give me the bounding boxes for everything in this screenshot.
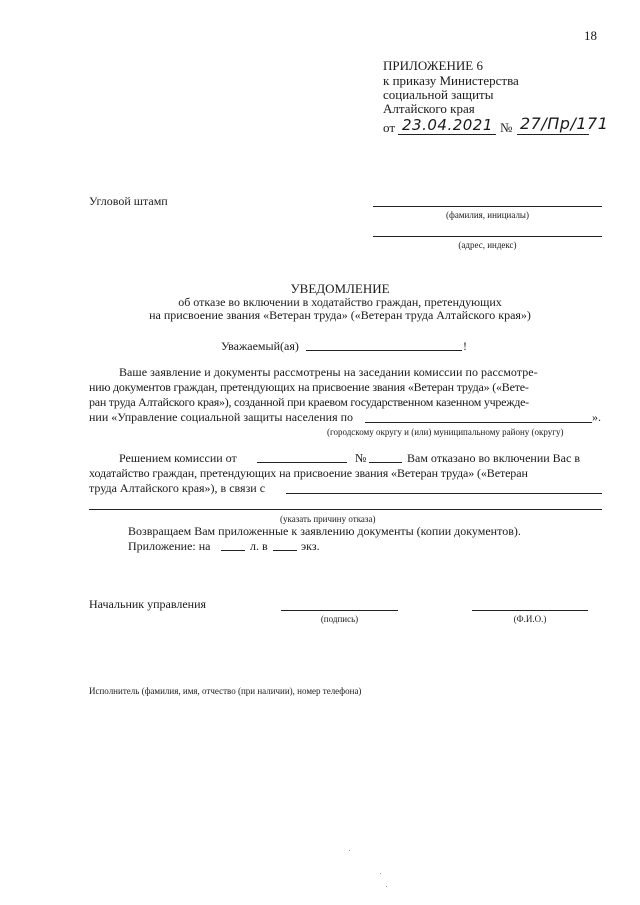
para2-date-line bbox=[257, 462, 347, 463]
para2-number-sign: № bbox=[355, 451, 367, 465]
para1-line-3: ран труда Алтайского края»), созданной при краевом государственном казенном учрежде- bbox=[89, 395, 529, 409]
appendix-line-2: социальной защиты bbox=[383, 87, 494, 102]
attachment-pages-line bbox=[221, 550, 245, 551]
appendix-date-line bbox=[398, 134, 496, 135]
recipient-address-line bbox=[373, 236, 602, 237]
corner-stamp-label: Угловой штамп bbox=[89, 194, 168, 208]
recipient-name-line bbox=[373, 206, 602, 207]
appendix-title: ПРИЛОЖЕНИЕ 6 bbox=[383, 58, 483, 73]
appendix-line-1: к приказу Министерства bbox=[383, 73, 519, 88]
para2-line-2: ходатайство граждан, претендующих на присвоение звания «Ветеран труда» («Ветеран bbox=[89, 466, 528, 480]
signatory-name-line bbox=[472, 610, 588, 611]
signatory-role: Начальник управления bbox=[89, 597, 207, 611]
greeting-name-line bbox=[306, 350, 462, 351]
para2-caption: (указать причину отказа) bbox=[280, 514, 376, 524]
appendix-line-3: Алтайского края bbox=[383, 101, 475, 116]
notice-subtitle-line-1: об отказе во включении в ходатайство граждан, претендующих bbox=[178, 295, 502, 309]
para1-line-4-end: ». bbox=[592, 410, 601, 424]
notice-title: УВЕДОМЛЕНИЕ bbox=[290, 281, 390, 296]
appendix-number-value: 27/Пр/171 bbox=[520, 114, 609, 133]
signature-line bbox=[281, 610, 398, 611]
para2-reason-line-2 bbox=[89, 509, 602, 510]
signature-caption: (подпись) bbox=[320, 614, 359, 624]
attachment-copies-line bbox=[273, 550, 297, 551]
scan-speck bbox=[386, 886, 387, 887]
para2-reason-line-1 bbox=[286, 493, 602, 494]
para2-line-3-start: труда Алтайского края»), в связи с bbox=[89, 481, 266, 495]
para1-line-2: нию документов граждан, претендующих на присвоение звания «Ветеран труда» («Вете- bbox=[89, 380, 529, 394]
executor-note: Исполнитель (фамилия, имя, отчество (при наличии), номер телефона) bbox=[89, 686, 362, 696]
appendix-date-value: 23.04.2021 bbox=[402, 116, 493, 134]
attachment-text-1: Приложение: на bbox=[128, 539, 211, 553]
para1-line-1: Ваше заявление и документы рассмотрены на заседании комиссии по рассмотре- bbox=[119, 365, 538, 379]
attachment-text-3: экз. bbox=[301, 539, 320, 553]
scan-speck bbox=[380, 873, 381, 874]
attachment-text-2: л. в bbox=[250, 539, 268, 553]
para1-line-4-start: нии «Управление социальной защиты населения по bbox=[89, 410, 354, 424]
recipient-address-caption: (адрес, индекс) bbox=[458, 240, 517, 250]
para2-text-1: Решением комиссии от bbox=[119, 451, 237, 465]
para1-department-line bbox=[365, 422, 592, 423]
page-number: 18 bbox=[584, 28, 597, 43]
appendix-number-prefix: № bbox=[500, 120, 513, 135]
signatory-name-caption: (Ф.И.О.) bbox=[513, 614, 547, 624]
para2-text-2: Вам отказано во включении Вас в bbox=[407, 451, 580, 465]
greeting-exclamation: ! bbox=[463, 339, 467, 353]
greeting-text: Уважаемый(ая) bbox=[221, 339, 299, 353]
notice-subtitle-line-2: на присвоение звания «Ветеран труда» («Ветеран труда Алтайского края») bbox=[149, 308, 531, 322]
appendix-date-prefix: от bbox=[383, 120, 396, 135]
return-documents-text: Возвращаем Вам приложенные к заявлению документы (копии документов). bbox=[128, 524, 521, 538]
recipient-name-caption: (фамилия, инициалы) bbox=[446, 210, 529, 220]
scan-speck bbox=[349, 850, 350, 851]
appendix-number-line bbox=[517, 134, 589, 135]
para2-number-line bbox=[369, 462, 402, 463]
para1-caption: (городскому округу и (или) муниципальному району (округу) bbox=[327, 427, 564, 437]
